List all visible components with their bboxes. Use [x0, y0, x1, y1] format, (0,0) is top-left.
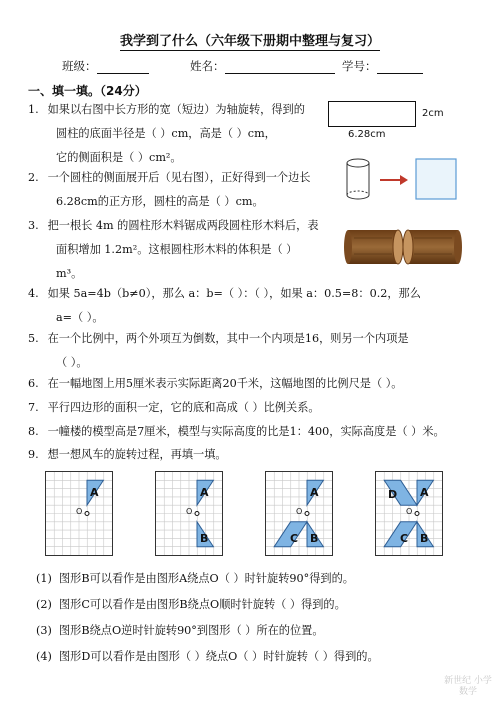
cylinder-unfold-figure	[344, 155, 474, 207]
label-o-3: O	[296, 507, 303, 516]
question-5: 5. 在一个比例中，两个外项互为倒数，其中一个内项是16，则另一个内项是 （ ）。	[28, 332, 409, 369]
label-c-4: C	[400, 532, 409, 545]
label-a-1: A	[90, 486, 99, 499]
question-1: 1. 如果以右图中长方形的宽（短边）为轴旋转，得到的 圆柱的底面半径是（ ）cm，高是（ ）cm， 它的侧面积是（ ）cm²。	[28, 103, 305, 164]
grid-2-svg	[156, 472, 222, 555]
label-b-3: B	[310, 532, 319, 545]
windmill-grid-3	[265, 471, 333, 556]
rectangle-figure	[328, 101, 416, 127]
rotation-center-point	[305, 512, 309, 516]
grid-3-svg	[266, 472, 332, 555]
subquestion-2: (2) 图形C可以看作是由图形B绕点O顺时针旋转（ ）得到的。	[36, 598, 346, 611]
windmill-grid-1	[45, 471, 113, 556]
question-8: 8. 一幢楼的模型高是7厘米，模型与实际高度的比是1：400，实际高度是（ ）米。	[28, 425, 445, 438]
question-9: 9. 想一想风车的旋转过程，再填一填。	[28, 448, 227, 461]
name-field[interactable]	[190, 58, 335, 74]
page-title: 我学到了什么（六年级下册期中整理与复习）	[119, 34, 380, 49]
rotation-center-point	[195, 512, 199, 516]
section-heading: 一、填一填。（24分）	[28, 84, 147, 98]
number-label: 学号：	[342, 59, 377, 73]
windmill-grid-2	[155, 471, 223, 556]
grid-1-svg	[46, 472, 112, 555]
grid-4-svg	[376, 472, 442, 555]
rect-length-label: 6.28cm	[348, 129, 386, 140]
question-4: 4. 如果 5a=4b（b≠0），那么 a：b=（ ）：（ ），如果 a：0.5=8：0.2，那么 a=（ ）。	[28, 287, 421, 324]
question-6: 6. 在一幅地图上用5厘米表示实际距离20千米，这幅地图的比例尺是（ ）。	[28, 377, 403, 390]
name-label: 姓名：	[190, 59, 225, 73]
label-a-4: A	[420, 486, 429, 499]
question-3: 3. 把一根长 4m 的圆柱形木料锯成两段圆柱形木料后，表 面积增加 1.2m²。这根圆柱形木料的体积是（ ） m³。	[28, 219, 319, 280]
class-label: 班级：	[62, 59, 97, 73]
class-field[interactable]	[62, 58, 149, 74]
label-o-2: O	[186, 507, 193, 516]
rect-width-label: 2cm	[422, 108, 444, 119]
label-b-2: B	[200, 532, 209, 545]
rotation-center-point	[85, 512, 89, 516]
label-d-4: D	[388, 488, 398, 501]
question-7: 7. 平行四边形的面积一定，它的底和高成（ ）比例关系。	[28, 401, 320, 414]
student-number-field[interactable]	[342, 58, 423, 74]
label-a-3: A	[310, 486, 319, 499]
windmill-grid-4	[375, 471, 443, 556]
subquestion-1: (1) 图形B可以看作是由图形A绕点O（ ）时针旋转90°得到的。	[36, 572, 354, 585]
watermark-logo: 新世纪 小学数学	[444, 676, 492, 697]
log-figure	[344, 226, 466, 268]
subquestion-3: (3) 图形B绕点O逆时针旋转90°到图形（ ）所在的位置。	[36, 624, 324, 637]
question-2: 2. 一个圆柱的侧面展开后（见右图），正好得到一个边长 6.28cm的正方形，圆柱的高是（ ）cm。	[28, 171, 311, 208]
subquestion-4: (4) 图形D可以看作是由图形（ ）绕点O（ ）时针旋转（ ）得到的。	[36, 650, 379, 663]
label-c-3: C	[290, 532, 299, 545]
label-b-4: B	[420, 532, 429, 545]
rotation-center-point	[415, 512, 419, 516]
label-o-4: O	[406, 507, 413, 516]
label-o-1: O	[76, 507, 83, 516]
label-a-2: A	[200, 486, 209, 499]
